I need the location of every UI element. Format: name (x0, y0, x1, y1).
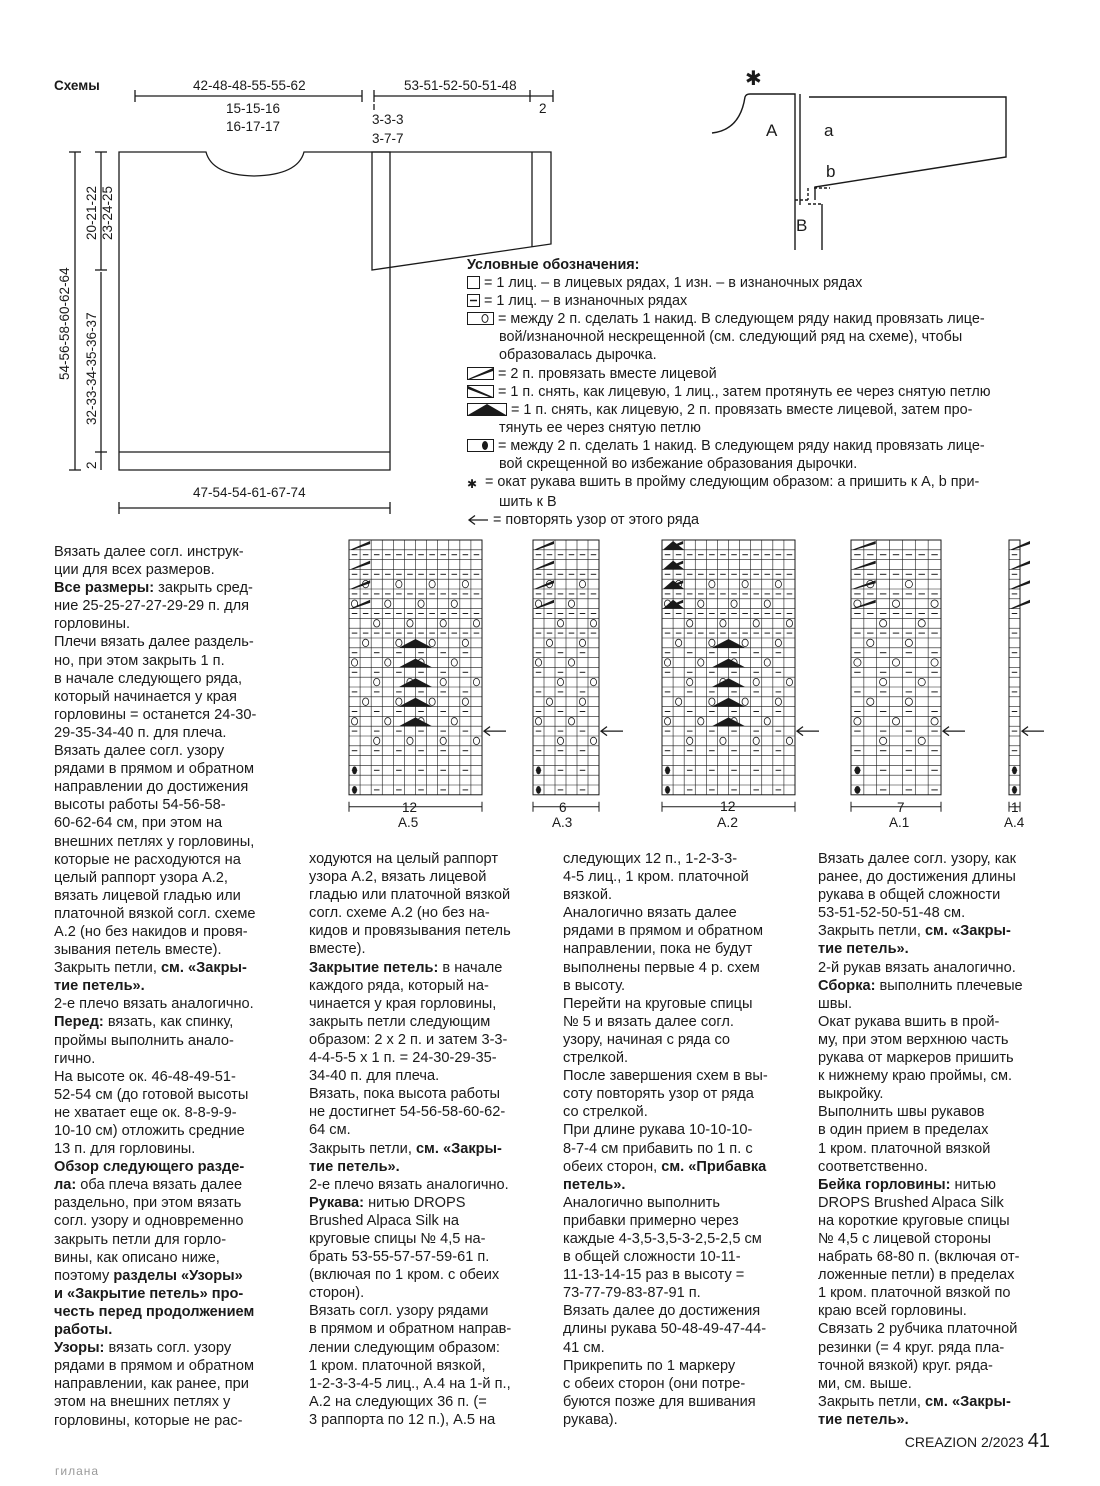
legend-item-yarn-over-3: образовалась дырочка. (499, 347, 657, 364)
total-height: 54-56-58-60-62-64 (57, 267, 72, 380)
yarn-over-icon (905, 580, 912, 587)
chart-label: A.2 (717, 814, 739, 830)
yarn-over-icon (374, 620, 380, 627)
yarn-over-icon (867, 698, 874, 705)
twisted-yarn-over-icon (352, 766, 357, 774)
yarn-over-icon (775, 698, 781, 705)
legend-item-yarn-over: = между 2 п. сделать 1 накид. В следующем ряду накид провязать лице- (467, 310, 1067, 328)
yarn-over-icon (892, 718, 899, 725)
yarn-over-icon (418, 600, 424, 607)
star-mark: ✱ (745, 68, 762, 90)
twisted-yarn-over-icon (536, 766, 541, 774)
magazine-name: CREAZION 2/2023 (904, 1434, 1024, 1450)
yarn-over-icon (880, 678, 887, 685)
yarn-over-icon (676, 698, 682, 705)
yarn-over-icon (363, 639, 369, 646)
yarn-over-icon (462, 639, 468, 646)
text-column-4: Вязать далее согл. узору, как ранее, до достижения длины рукава в общей сложности 53-51-52-50-51-48 см. Закрыть петли, см. «Закры- тие петель». 2-й рукав вязать аналогично. Сборка: выполнить плечевые швы. Окат рукава вшить в прой- му, при этом верхнюю часть рукава от маркеров пришить к нижнему краю проймы, см. выкройку. Выполнить швы рукавов в один прием в пределах 1 кром. платочной вязкой соответственно. Бейка горловины: нитью DROPS Brushed Alpaca Silk на короткие круговые спицы № 4,5 с лицевой стороны набрать 68-80 п. (включая от- ложенные петли) в пределах 1 кром. платочной вязкой по краю всей горловины. Связать 2 рубчика платочной резинки (= 4 круг. ряда пла- точной вязкой) круг. ряда- ми, см. выше. Закрыть петли, см. «Закры- тие петель». (818, 851, 1023, 1428)
yarn-over-icon (351, 659, 357, 666)
chart-grid (851, 540, 965, 812)
yarn-over-icon (546, 698, 552, 705)
arrow-left-icon (1022, 727, 1044, 736)
dash-square-icon (467, 294, 480, 307)
arrow-left-icon (467, 514, 489, 526)
yarn-over-icon (568, 600, 574, 607)
sleeve-top-1: 3-3-3 (372, 112, 404, 127)
side-height: 32-33-34-35-36-37 (84, 312, 99, 425)
yarn-over-icon (880, 737, 887, 744)
yarn-over-icon (764, 659, 770, 666)
chart-count: 7 (897, 800, 905, 815)
body-width-bottom: 47-54-54-61-67-74 (193, 485, 306, 500)
legend-item-k2tog: = 2 п. провязать вместе лицевой (467, 365, 1067, 383)
legend-item-yo-twisted: = между 2 п. сделать 1 накид. В следующем ряду накид провязать лице- (467, 437, 1067, 455)
label-a: a (824, 121, 834, 140)
twisted-yarn-over-icon (855, 766, 861, 774)
twisted-yarn-over-icon (855, 786, 861, 794)
yarn-over-icon (579, 580, 585, 587)
yarn-over-icon (905, 639, 912, 646)
yarn-over-icon (385, 600, 391, 607)
yarn-over-icon (473, 678, 479, 685)
yarn-over-icon (918, 620, 925, 627)
text-column-3: следующих 12 п., 1-2-3-3- 4-5 лиц., 1 кром. платочной вязкой. Аналогично вязать далее рядами в прямом и обратном направлении, пока не будут выполнены первые 4 р. схем в высоту. Перейти на круговые спицы № 5 и вязать далее согл. узору, начиная с ряда со стрелкой. После завершения схем в вы- соту повторять узор от ряда со стрелкой. При длине рукава 10-10-10- 8-7-4 см прибавить по 1 п. с обеих сторон, см. «Прибавка петель». Аналогично выполнить прибавки примерно через каждые 4-3,5-3,5-3-2,5-2,5 см в общей сложности 10-11- 11-13-14-15 раз в высоту = 73-77-79-83-87-91 п. Вязать далее до достижения длины рукава 50-48-49-47-44- 41 см. Прикрепить по 1 маркеру с обеих сторон (они потре- буются позже для вшивания рукава). (563, 851, 768, 1428)
chart-label: A.3 (552, 815, 573, 830)
chart-grid (662, 540, 819, 812)
yarn-over-icon (535, 718, 541, 725)
yarn-over-icon (854, 718, 861, 725)
yarn-over-icon (709, 639, 715, 646)
yarn-over-icon (720, 620, 726, 627)
label-b: b (826, 162, 836, 181)
twisted-yarn-over-icon (352, 786, 357, 794)
yarn-over-icon (579, 639, 585, 646)
yarn-over-icon (451, 659, 457, 666)
legend-item-yarn-over-2: вой/изнаночной нескрещенной (см. следующий ряд на схеме), чтобы (499, 329, 963, 346)
chart-count: 12 (402, 800, 418, 815)
page-footer (905, 1430, 1050, 1453)
yarn-over-icon (731, 600, 737, 607)
yarn-over-icon (709, 698, 715, 705)
chart-label: A.4 (1004, 815, 1025, 830)
legend-item-sk2po-2: тянуть ее через снятую петлю (499, 419, 701, 436)
legend (467, 256, 1067, 529)
yarn-over-icon (440, 620, 446, 627)
yarn-over-icon (775, 639, 781, 646)
watermark: гилана (55, 1464, 100, 1478)
empty-square-icon (467, 276, 480, 289)
yarn-over-icon (440, 737, 446, 744)
yarn-over-icon (590, 620, 596, 627)
yarn-over-icon (429, 698, 435, 705)
twisted-yarn-over-icon (467, 439, 494, 452)
yarn-over-icon (753, 620, 759, 627)
chart-grid (533, 540, 623, 812)
yarn-over-icon (918, 737, 925, 744)
legend-item-sew: ✱ = окат рукава вшить в пройму следующим образом: a пришить к A, b при- (467, 473, 1067, 493)
yarn-over-icon (557, 737, 563, 744)
chart-label: A.5 (398, 815, 419, 830)
yarn-over-icon (753, 678, 759, 685)
twisted-yarn-over-icon (665, 786, 670, 794)
twisted-yarn-over-icon (1012, 766, 1017, 774)
armhole-2: 23-24-25 (100, 185, 115, 240)
yarn-over-icon (590, 737, 596, 744)
chart-grid (1009, 540, 1044, 812)
sleeve-length: 53-51-52-50-51-48 (404, 78, 517, 93)
yarn-over-icon (462, 698, 468, 705)
yarn-over-icon (473, 737, 479, 744)
legend-item-sew-2: шить к B (499, 494, 557, 511)
arrow-left-icon (601, 727, 623, 736)
skpo-icon (467, 385, 494, 398)
yarn-over-icon (385, 659, 391, 666)
chart-label: A.1 (889, 815, 910, 830)
yarn-over-icon (892, 600, 899, 607)
sleeve-cuff: 2 (539, 101, 547, 116)
text-column-2: ходуются на целый раппорт узора A.2, вязать лицевой гладью или платочной вязкой согл. схеме A.2 (но без на- кидов и провязывания петель вместе). Закрытие петель: в начале каждого ряда, который на- чинается у края горловины, закрыть петли следующим образом: 2 x 2 п. и затем 3-3- 4-4-5-5 x 1 п. = 24-30-29-35- 34-40 п. для плеча. Вязать, пока высота работы не достигнет 54-56-58-60-62- 64 см. Закрыть петли, см. «Закры- тие петель». 2-е плечо вязать аналогично. Рукава: нитью DROPS Brushed Alpaca Silk на круговые спицы № 4,5 на- брать 53-55-57-57-59-61 п. (включая по 1 кром. с обеих сторон). Вязать согл. узору рядами в прямом и обратном направ- лении следующим образом: 1 кром. платочной вязкой, 1-2-3-3-4-5 лиц., A.4 на 1-й п., A.2 на следующих 36 п. (= 3 раппорта по 12 п.), A.5 на (309, 851, 512, 1428)
yarn-over-icon (407, 620, 413, 627)
yarn-over-icon (664, 659, 670, 666)
yarn-over-icon (363, 698, 369, 705)
yarn-over-icon (676, 639, 682, 646)
yarn-over-icon (590, 678, 596, 685)
yarn-over-icon (374, 737, 380, 744)
yarn-over-icon (775, 580, 781, 587)
rib-height: 2 (84, 461, 99, 469)
yarn-over-icon (687, 678, 693, 685)
yarn-over-icon (664, 718, 670, 725)
yarn-over-icon (396, 698, 402, 705)
yarn-over-icon (709, 580, 715, 587)
yarn-over-icon (905, 698, 912, 705)
star-icon: ✱ (467, 477, 478, 492)
legend-item-repeat: = повторять узор от этого ряда (467, 511, 1067, 529)
yarn-over-icon (396, 639, 402, 646)
armhole-1: 20-21-22 (84, 185, 99, 240)
yarn-over-icon (557, 620, 563, 627)
yarn-over-icon (786, 678, 792, 685)
yarn-over-icon (698, 718, 704, 725)
yarn-over-icon (720, 737, 726, 744)
legend-title: Условные обозначения: (467, 257, 640, 273)
yarn-over-icon (429, 580, 435, 587)
yarn-over-icon (687, 620, 693, 627)
arrow-left-icon (484, 727, 506, 736)
arrow-left-icon (943, 727, 965, 736)
yarn-over-icon (546, 639, 552, 646)
yarn-over-icon (687, 737, 693, 744)
yarn-over-icon (931, 600, 938, 607)
yarn-over-icon (742, 639, 748, 646)
twisted-yarn-over-icon (536, 786, 541, 794)
yarn-over-icon (892, 659, 899, 666)
twisted-yarn-over-icon (665, 766, 670, 774)
label-B: B (796, 216, 808, 235)
yarn-over-icon (407, 737, 413, 744)
yarn-over-icon (535, 659, 541, 666)
legend-item-knit: = 1 лиц. – в лицевых рядах, 1 изн. – в изнаночных рядах (467, 274, 1067, 292)
yarn-over-icon (396, 580, 402, 587)
yarn-over-icon (451, 600, 457, 607)
chart-count: 1 (1011, 800, 1019, 815)
yarn-over-icon (867, 639, 874, 646)
legend-item-purl-side: = 1 лиц. – в изнаночных рядах (467, 292, 1067, 310)
yarn-over-icon (742, 698, 748, 705)
chart-grid (349, 540, 506, 812)
yarn-over-icon (374, 678, 380, 685)
yarn-over-icon (764, 600, 770, 607)
legend-item-yo-twisted-2: вой скрещенной во избежание образования дырочки. (499, 456, 858, 473)
sk2po-icon (467, 403, 507, 416)
yarn-over-icon (786, 620, 792, 627)
neck-width-1: 15-15-16 (226, 101, 281, 116)
yarn-over-icon (467, 312, 494, 325)
k2tog-icon (467, 367, 494, 380)
yarn-over-icon (451, 718, 457, 725)
yarn-over-icon (742, 580, 748, 587)
yarn-over-icon (753, 737, 759, 744)
yarn-over-icon (579, 698, 585, 705)
legend-item-sk2po: = 1 п. снять, как лицевую, 2 п. провязать вместе лицевой, затем про- (467, 401, 1067, 419)
yarn-over-icon (786, 737, 792, 744)
label-A: A (766, 121, 778, 140)
yarn-over-icon (698, 659, 704, 666)
yarn-over-icon (698, 600, 704, 607)
yarn-over-icon (918, 678, 925, 685)
yarn-over-icon (880, 620, 887, 627)
yarn-over-icon (568, 718, 574, 725)
sleeve-top-2: 3-7-7 (372, 131, 404, 146)
yarn-over-icon (462, 580, 468, 587)
neck-width-2: 16-17-17 (226, 119, 281, 134)
yarn-over-icon (931, 718, 938, 725)
yarn-over-icon (931, 659, 938, 666)
yarn-over-icon (440, 678, 446, 685)
yarn-over-icon (385, 718, 391, 725)
legend-item-skpo: = 1 п. снять, как лицевую, 1 лиц., затем протянуть ее через снятую петлю (467, 383, 1067, 401)
yarn-over-icon (473, 620, 479, 627)
chart-count: 12 (720, 798, 736, 814)
body-width-top: 42-48-48-55-55-62 (193, 78, 306, 93)
yarn-over-icon (854, 659, 861, 666)
twisted-yarn-over-icon (1012, 786, 1017, 794)
arrow-left-icon (797, 727, 819, 736)
page-number: 41 (1027, 1430, 1050, 1452)
schematic-title: Схемы (54, 78, 100, 93)
yarn-over-icon (351, 718, 357, 725)
text-column-1: Вязать далее согл. инструк- ции для всех размеров. Все размеры: закрыть сред- ние 25-25-27-27-29-29 п. для горловины. Плечи вязать далее раздель- но, при этом закрыть 1 п. в начале следующего ряда, который начинается у края горловины = останется 24-30- 29-35-34-40 п. для плеча. Вязать далее согл. узору рядами в прямом и обратном направлении до достижения высоты работы 54-56-58- 60-62-64 см, при этом на внешних петлях у горловины, которые не расходуются на целый раппорт узора A.2, вязать лицевой гладью или платочной вязкой согл. схеме A.2 (но без накидов и провя- зывания петель вместе). Закрыть петли, см. «Закры- тие петель». 2-е плечо вязать аналогично. Перед: вязать, как спинку, проймы выполнить анало- гично. На высоте ок. 46-48-49-51- 52-54 см (до готовой высоты не хватает еще ок. 8-8-9-9- 10-10 см) отложить средние 13 п. для горловины. Обзор следующего разде- ла: оба плеча вязать далее раздельно, при этом вязать согл. узору и одновременно закрыть петли для горло- вины, как описано ниже, поэтому разделы «Узоры» и «Закрытие петель» про- честь перед продолжением работы. Узоры: вязать согл. узору рядами в прямом и обратном направлении, как ранее, при этом на внешних петлях у горловины, которые не рас- (54, 544, 257, 1429)
yarn-over-icon (764, 718, 770, 725)
yarn-over-icon (429, 639, 435, 646)
chart-count: 6 (559, 800, 567, 815)
yarn-over-icon (557, 678, 563, 685)
yarn-over-icon (568, 659, 574, 666)
